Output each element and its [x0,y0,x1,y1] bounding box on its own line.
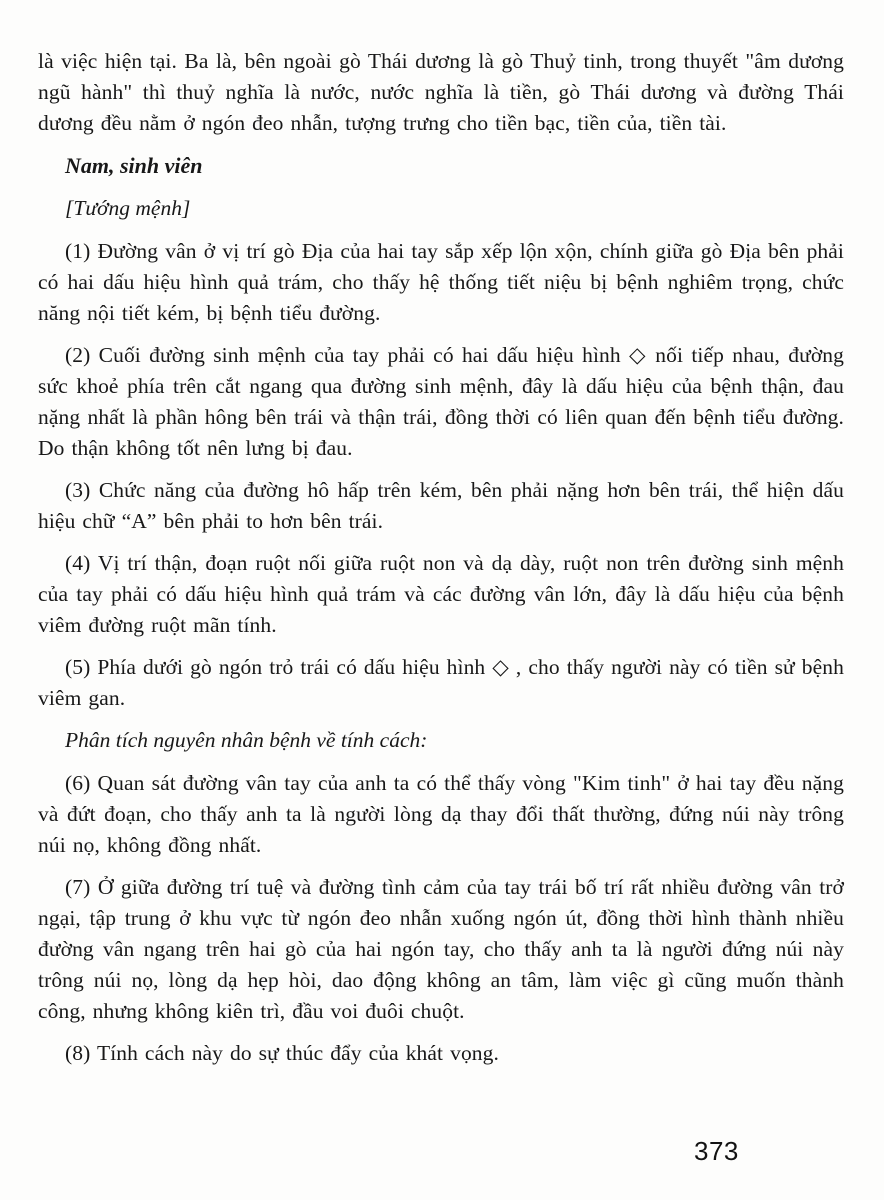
paragraph-continued: là việc hiện tại. Ba là, bên ngoài gò Thái dương là gò Thuỷ tinh, trong thuyết "âm dương ngũ hành" thì thuỷ nghĩa là nước, nước nghĩa là tiền, gò Thái dương và đường Thái dương đều nằm ở ngón đeo nhẫn, tượng trưng cho tiền bạc, tiền của, tiền tài. [38,49,844,135]
page-number: 373 [694,1136,739,1166]
paragraph-item-2: (2) Cuối đường sinh mệnh của tay phải có hai dấu hiệu hình ◇ nối tiếp nhau, đường sức khoẻ phía trên cắt ngang qua đường sinh mệnh, đây là dấu hiệu của bệnh thận, đau nặng nhất là phần hông bên trái và thận trái, đồng thời có liên quan đến bệnh tiểu đường. Do thận không tốt nên lưng bị đau. [38,343,844,460]
section-label-tuong-menh: [Tướng mệnh] [65,196,191,220]
page-text-block [38,46,844,1069]
paragraph-item-7: (7) Ở giữa đường trí tuệ và đường tình cảm của tay trái bố trí rất nhiều đường vân trở ngại, tập trung ở khu vực từ ngón đeo nhẫn xuống ngón út, đồng thời hình thành nhiều đường vân ngang trên hai gò của hai ngón tay, cho thấy anh ta là người đứng núi này trông núi nọ, lòng dạ hẹp hòi, dao động không an tâm, làm việc gì cũng muốn thành công, nhưng không kiên trì, đầu voi đuôi chuột. [38,875,844,1023]
paragraph-item-1: (1) Đường vân ở vị trí gò Địa của hai tay sắp xếp lộn xộn, chính giữa gò Địa bên phải có hai dấu hiệu hình quả trám, cho thấy hệ thống tiết niệu bị bệnh nghiêm trọng, chức năng nội tiết kém, bị bệnh tiểu đường. [38,239,844,325]
case-heading: Nam, sinh viên [65,153,203,178]
paragraph-item-4: (4) Vị trí thận, đoạn ruột nối giữa ruột non và dạ dày, ruột non trên đường sinh mệnh của tay phải có dấu hiệu hình quả trám và các đường vân lớn, đây là dấu hiệu của bệnh viêm đường ruột mãn tính. [38,551,844,637]
section-label-phan-tich: Phân tích nguyên nhân bệnh về tính cách: [65,728,428,752]
paragraph-item-6: (6) Quan sát đường vân tay của anh ta có thể thấy vòng "Kim tinh" ở hai tay đều nặng và đứt đoạn, cho thấy anh ta là người lòng dạ thay đổi thất thường, đứng núi này trông núi nọ, không đồng nhất. [38,771,844,857]
paragraph-item-8: (8) Tính cách này do sự thúc đẩy của khát vọng. [65,1041,499,1065]
paragraph-item-5: (5) Phía dưới gò ngón trỏ trái có dấu hiệu hình ◇ , cho thấy người này có tiền sử bệnh viêm gan. [38,655,844,710]
paragraph-item-3: (3) Chức năng của đường hô hấp trên kém, bên phải nặng hơn bên trái, thể hiện dấu hiệu chữ “A” bên phải to hơn bên trái. [38,478,844,533]
